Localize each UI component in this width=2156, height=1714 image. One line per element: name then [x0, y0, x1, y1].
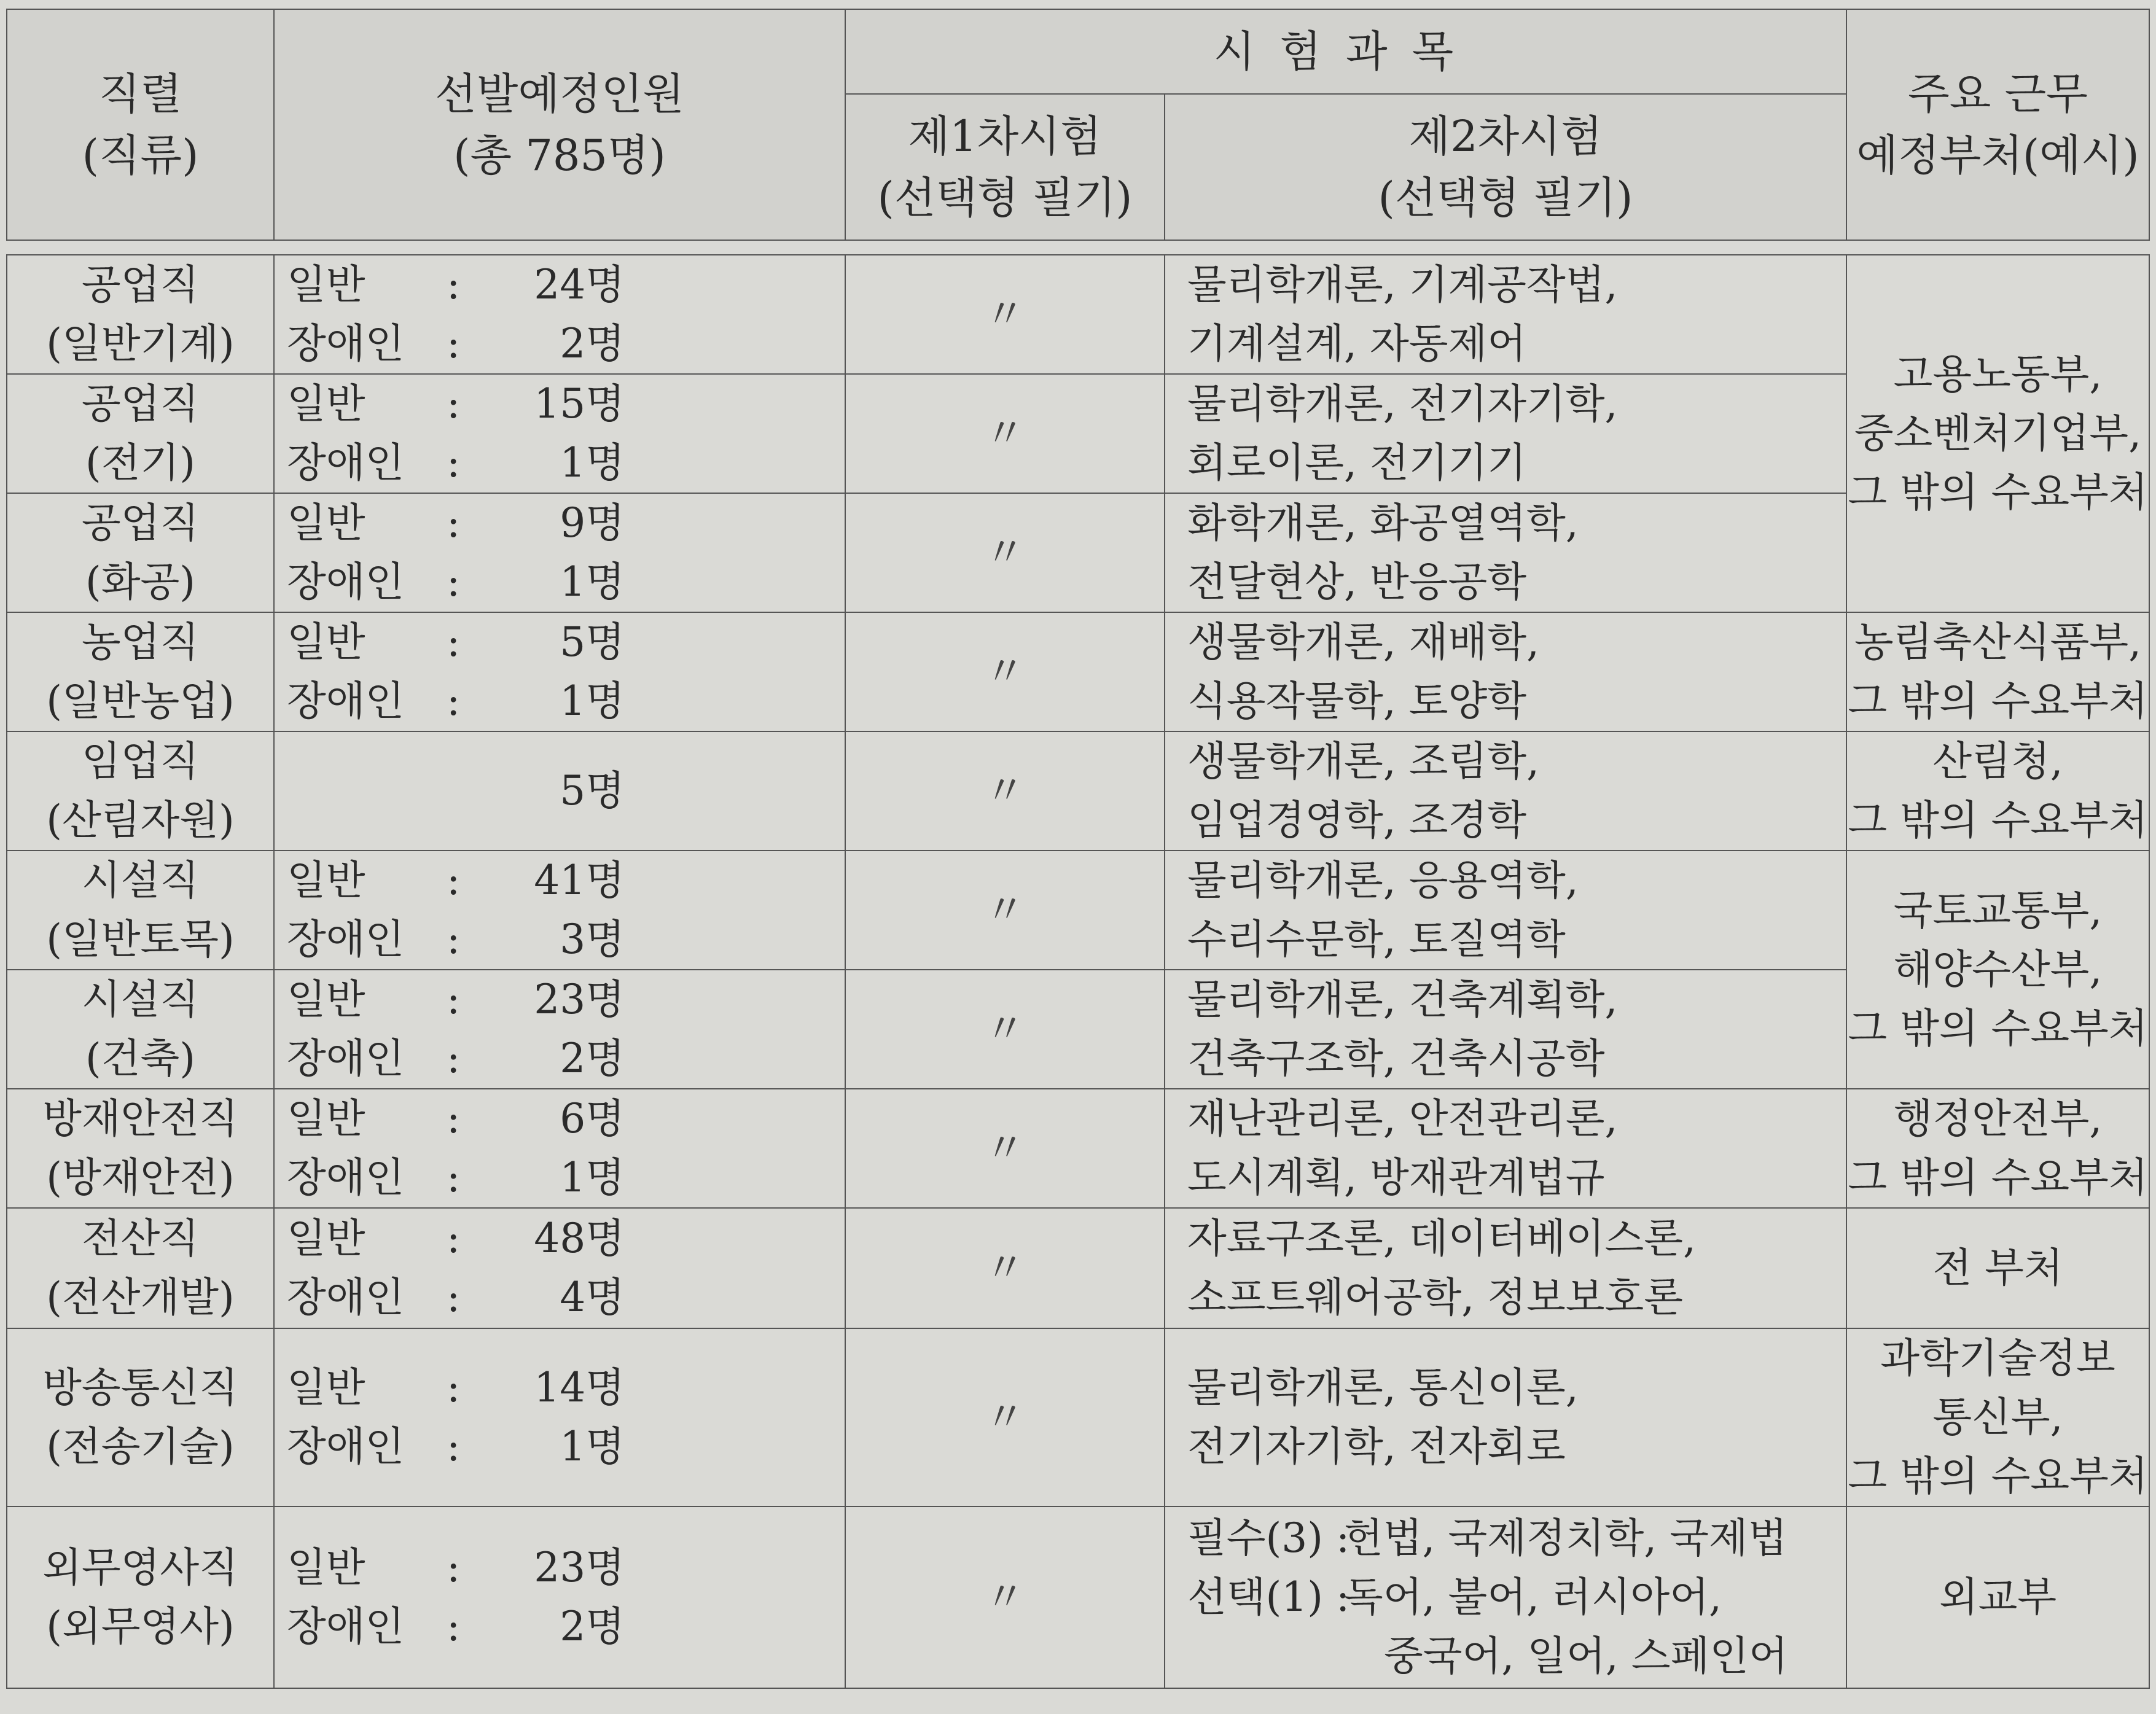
general-label: 일반	[287, 1364, 365, 1411]
header-job-title: 직렬	[98, 69, 182, 119]
disabled-label: 장애인	[287, 677, 405, 725]
general-count: 5명	[560, 618, 625, 666]
quota-cell	[274, 1328, 845, 1506]
dept-line: 행정안전부,	[1893, 1095, 2103, 1142]
dept-line: 외교부	[1939, 1573, 2057, 1621]
job-subtype: (전산개발)	[46, 1274, 235, 1321]
dept-line: 중소벤처기업부,	[1854, 410, 2142, 457]
quota-cell	[274, 374, 845, 493]
table-row	[7, 255, 2149, 374]
header-second-exam	[1165, 94, 1846, 240]
colon: :	[447, 380, 461, 427]
quota-cell	[274, 255, 845, 374]
second-exam-subjects	[1165, 731, 1846, 851]
job-subtype: (전기)	[85, 439, 195, 486]
subjects-line: 물리학개론, 통신이론,	[1187, 1364, 1579, 1411]
first-exam-ditto: 〃	[845, 255, 1165, 374]
job-subtype: (방재안전)	[46, 1154, 235, 1201]
colon: :	[447, 1423, 461, 1470]
general-label: 일반	[287, 857, 365, 904]
dept-line: 국토교통부,	[1893, 887, 2103, 934]
general-count: 24명	[534, 261, 625, 308]
colon: :	[447, 916, 461, 963]
dept-cell	[1846, 851, 2149, 1089]
colon: :	[447, 1154, 461, 1201]
subjects-line: 물리학개론, 기계공작법,	[1187, 261, 1618, 308]
subjects-line: 화학개론, 화공열역학,	[1187, 499, 1579, 547]
dept-line: 그 밖의 수요부처	[1848, 1005, 2148, 1052]
elective-subjects-cont: 중국어, 일어, 스페인어	[1384, 1632, 1788, 1680]
general-label: 일반	[287, 499, 365, 547]
job-name: 공업직	[81, 380, 200, 427]
quota-cell	[274, 970, 845, 1089]
job-cell	[7, 1328, 274, 1506]
table-row	[7, 1089, 2149, 1208]
second-exam-subjects	[1165, 851, 1846, 970]
general-count: 15명	[534, 380, 625, 427]
job-cell	[7, 255, 274, 374]
disabled-count: 2명	[560, 1603, 625, 1650]
first-exam-ditto: 〃	[845, 374, 1165, 493]
disabled-count: 2명	[560, 1035, 625, 1082]
job-subtype: (일반토목)	[46, 916, 235, 963]
header-dept-sub: 예정부처(예시)	[1856, 130, 2139, 181]
quota-cell	[274, 493, 845, 612]
subjects-line: 임업경영학, 조경학	[1187, 797, 1527, 844]
quota-cell	[274, 851, 845, 970]
table-row	[7, 731, 2149, 851]
colon: :	[447, 1035, 461, 1082]
disabled-label: 장애인	[287, 1154, 405, 1201]
dept-cell	[1846, 1328, 2149, 1506]
quota-cell	[274, 1208, 845, 1328]
header-job-sub: (직류)	[82, 130, 199, 181]
disabled-count: 1명	[560, 558, 625, 606]
dept-line: 통신부,	[1932, 1393, 2063, 1441]
job-name: 시설직	[81, 976, 200, 1023]
general-label: 일반	[287, 976, 365, 1023]
recruitment-table	[6, 9, 2150, 1689]
disabled-count: 1명	[560, 1423, 625, 1470]
quota-cell	[274, 1089, 845, 1208]
required-label: 필수(3) :	[1187, 1514, 1350, 1562]
job-name: 공업직	[81, 499, 200, 547]
dept-cell	[1846, 612, 2149, 731]
first-exam-ditto: 〃	[845, 493, 1165, 612]
second-exam-subjects	[1165, 374, 1846, 493]
second-exam-subjects	[1165, 1089, 1846, 1208]
table-row	[7, 1328, 2149, 1506]
disabled-count: 2명	[560, 320, 625, 367]
colon: :	[447, 558, 461, 606]
job-cell	[7, 1506, 274, 1688]
dept-cell	[1846, 1208, 2149, 1328]
colon: :	[447, 1603, 461, 1650]
job-subtype: (일반농업)	[46, 677, 235, 725]
job-name: 공업직	[81, 261, 200, 308]
first-exam-ditto: 〃	[845, 612, 1165, 731]
job-subtype: (전송기술)	[46, 1423, 235, 1470]
job-name: 방송통신직	[42, 1364, 238, 1411]
general-label: 일반	[287, 618, 365, 666]
disabled-label: 장애인	[287, 439, 405, 486]
dept-cell	[1846, 731, 2149, 851]
job-name: 방재안전직	[42, 1095, 238, 1142]
disabled-label: 장애인	[287, 558, 405, 606]
general-count: 9명	[560, 499, 625, 547]
general-label: 일반	[287, 1215, 365, 1262]
colon: :	[447, 857, 461, 904]
dept-cell	[1846, 255, 2149, 612]
colon: :	[447, 1095, 461, 1142]
table-row	[7, 493, 2149, 612]
second-exam-subjects	[1165, 493, 1846, 612]
header-quota-title: 선발예정인원	[435, 69, 684, 119]
disabled-label: 장애인	[287, 320, 405, 367]
colon: :	[447, 976, 461, 1023]
job-name: 전산직	[81, 1215, 200, 1262]
subjects-line: 재난관리론, 안전관리론,	[1187, 1095, 1618, 1142]
job-subtype: (일반기계)	[46, 320, 235, 367]
table-row	[7, 1506, 2149, 1688]
colon: :	[447, 1544, 461, 1591]
disabled-count: 4명	[560, 1274, 625, 1321]
job-name: 임업직	[81, 738, 200, 785]
quota-cell	[274, 1506, 845, 1688]
general-label: 일반	[287, 261, 365, 308]
header-first-title: 제1차시험	[908, 111, 1102, 162]
first-exam-ditto: 〃	[845, 1328, 1165, 1506]
dept-line: 해양수산부,	[1893, 946, 2103, 993]
second-exam-subjects	[1165, 970, 1846, 1089]
dept-line: 그 밖의 수요부처	[1848, 469, 2148, 516]
colon: :	[447, 499, 461, 547]
header-dept-title: 주요 근무	[1908, 69, 2088, 119]
disabled-count: 1명	[560, 439, 625, 486]
subjects-line: 생물학개론, 조림학,	[1187, 738, 1539, 785]
second-exam-subjects	[1165, 255, 1846, 374]
job-name: 농업직	[81, 618, 200, 666]
required-subjects: 헌법, 국제정치학, 국제법	[1344, 1514, 1787, 1562]
colon: :	[447, 261, 461, 308]
subjects-line: 도시계획, 방재관계법규	[1187, 1154, 1605, 1201]
job-cell	[7, 374, 274, 493]
first-exam-ditto: 〃	[845, 1506, 1165, 1688]
colon: :	[447, 320, 461, 367]
elective-subjects: 독어, 불어, 러시아어,	[1344, 1573, 1722, 1621]
dept-cell	[1846, 1089, 2149, 1208]
job-cell	[7, 970, 274, 1089]
colon: :	[447, 1215, 461, 1262]
dept-line: 과학기술정보	[1880, 1334, 2115, 1382]
general-count: 6명	[560, 1095, 625, 1142]
subjects-line: 전달현상, 반응공학	[1187, 558, 1527, 606]
disabled-count: 3명	[560, 916, 625, 963]
table-row	[7, 374, 2149, 493]
table-row	[7, 970, 2149, 1089]
table-row	[7, 851, 2149, 970]
job-cell	[7, 851, 274, 970]
quota-cell	[274, 731, 845, 851]
job-cell	[7, 731, 274, 851]
dept-line: 산림청,	[1932, 738, 2063, 785]
subjects-line: 식용작물학, 토양학	[1187, 677, 1527, 725]
disabled-count: 1명	[560, 677, 625, 725]
subjects-line: 물리학개론, 응용역학,	[1187, 857, 1579, 904]
job-name: 외무영사직	[42, 1544, 238, 1591]
subjects-line: 건축구조학, 건축시공학	[1187, 1035, 1605, 1082]
header-first-type: (선택형 필기)	[877, 173, 1133, 223]
job-subtype: (외무영사)	[46, 1603, 235, 1650]
total-count: 5명	[560, 767, 625, 814]
subjects-line: 수리수문학, 토질역학	[1187, 916, 1566, 963]
general-count: 23명	[534, 1544, 625, 1591]
subjects-line: 물리학개론, 건축계획학,	[1187, 976, 1618, 1023]
first-exam-ditto: 〃	[845, 731, 1165, 851]
disabled-label: 장애인	[287, 1274, 405, 1321]
general-label: 일반	[287, 1544, 365, 1591]
colon: :	[447, 677, 461, 725]
dept-line: 농림축산식품부,	[1854, 618, 2142, 666]
header-quota	[274, 9, 845, 240]
header-second-type: (선택형 필기)	[1378, 173, 1633, 223]
second-exam-subjects	[1165, 1506, 1846, 1688]
subjects-line: 자료구조론, 데이터베이스론,	[1187, 1215, 1697, 1262]
dept-line: 고용노동부,	[1893, 351, 2103, 398]
job-cell	[7, 493, 274, 612]
quota-cell	[274, 612, 845, 731]
general-label: 일반	[287, 1095, 365, 1142]
header-dept	[1846, 9, 2149, 240]
colon: :	[447, 1274, 461, 1321]
dept-line: 전 부처	[1932, 1244, 2063, 1291]
job-name: 시설직	[81, 857, 200, 904]
dept-cell	[1846, 1506, 2149, 1688]
colon: :	[447, 618, 461, 666]
header-divider	[7, 240, 2149, 255]
dept-line: 그 밖의 수요부처	[1848, 797, 2148, 844]
first-exam-ditto: 〃	[845, 1089, 1165, 1208]
header-quota-total: (총 785명)	[453, 130, 666, 181]
second-exam-subjects	[1165, 1328, 1846, 1506]
job-cell	[7, 1208, 274, 1328]
table-row	[7, 612, 2149, 731]
dept-line: 그 밖의 수요부처	[1848, 677, 2148, 725]
subjects-line: 생물학개론, 재배학,	[1187, 618, 1539, 666]
subjects-line: 전기자기학, 전자회로	[1187, 1423, 1566, 1470]
subjects-line: 물리학개론, 전기자기학,	[1187, 380, 1618, 427]
disabled-label: 장애인	[287, 1603, 405, 1650]
header-job	[7, 9, 274, 240]
header-subjects: 시험과목	[845, 9, 1846, 94]
general-count: 48명	[534, 1215, 625, 1262]
first-exam-ditto: 〃	[845, 851, 1165, 970]
dept-line: 그 밖의 수요부처	[1848, 1154, 2148, 1201]
general-count: 14명	[534, 1364, 625, 1411]
first-exam-ditto: 〃	[845, 970, 1165, 1089]
job-cell	[7, 1089, 274, 1208]
disabled-label: 장애인	[287, 1423, 405, 1470]
first-exam-ditto: 〃	[845, 1208, 1165, 1328]
disabled-label: 장애인	[287, 1035, 405, 1082]
job-cell	[7, 612, 274, 731]
general-count: 23명	[534, 976, 625, 1023]
table-row	[7, 1208, 2149, 1328]
general-label: 일반	[287, 380, 365, 427]
colon: :	[447, 439, 461, 486]
header-first-exam	[845, 94, 1165, 240]
job-subtype: (건축)	[85, 1035, 195, 1082]
colon: :	[447, 1364, 461, 1411]
job-subtype: (산림자원)	[46, 797, 235, 844]
general-count: 41명	[534, 857, 625, 904]
disabled-count: 1명	[560, 1154, 625, 1201]
disabled-label: 장애인	[287, 916, 405, 963]
dept-line: 그 밖의 수요부처	[1848, 1452, 2148, 1500]
subjects-line: 기계설계, 자동제어	[1187, 320, 1527, 367]
header-second-title: 제2차시험	[1408, 111, 1603, 162]
second-exam-subjects	[1165, 612, 1846, 731]
subjects-line: 회로이론, 전기기기	[1187, 439, 1527, 486]
job-subtype: (화공)	[85, 558, 195, 606]
elective-label: 선택(1) :	[1187, 1573, 1350, 1621]
subjects-line: 소프트웨어공학, 정보보호론	[1187, 1274, 1684, 1321]
second-exam-subjects	[1165, 1208, 1846, 1328]
